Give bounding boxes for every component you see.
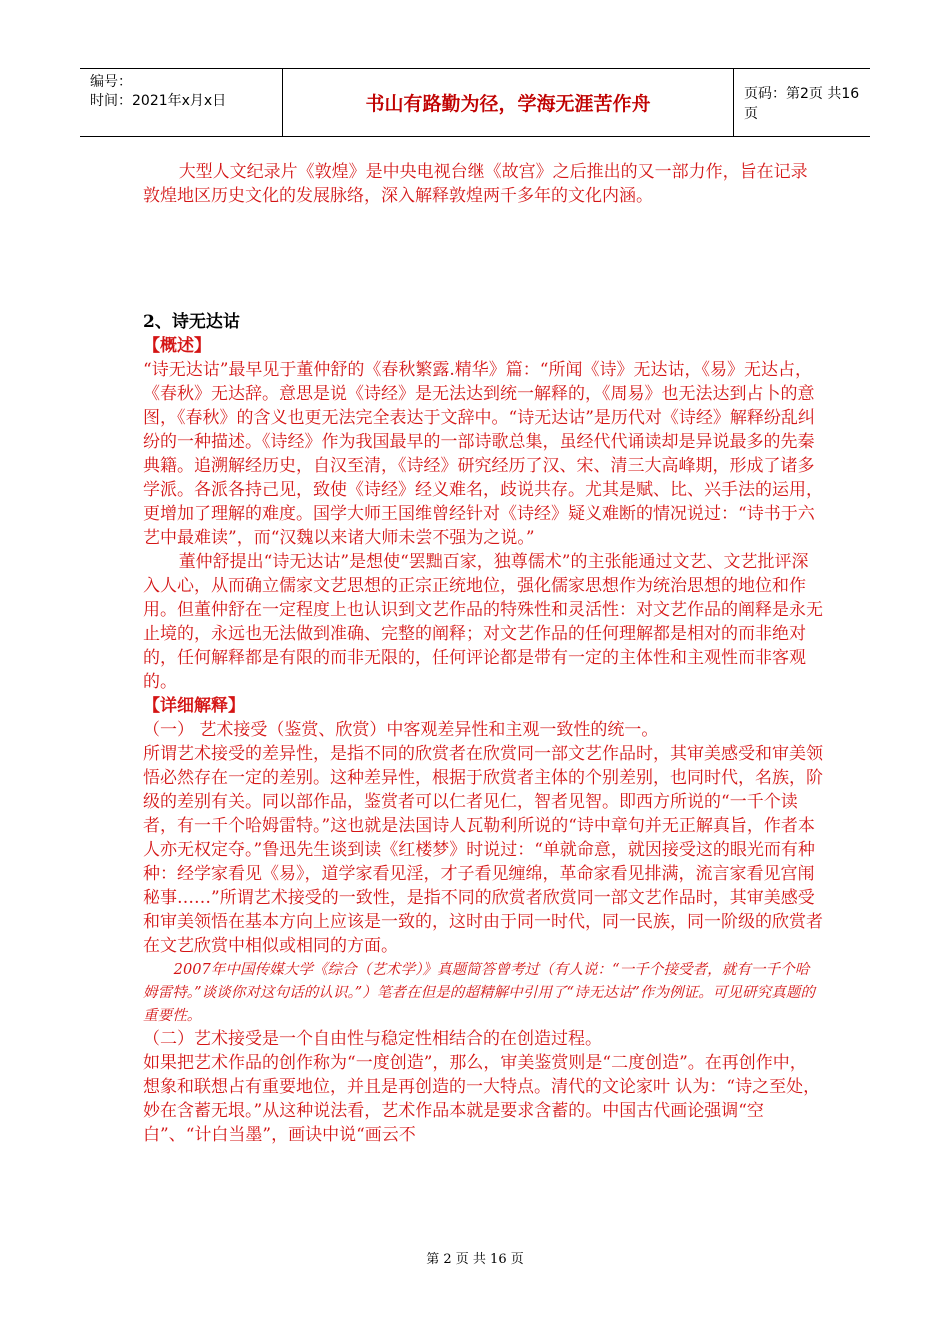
page-footer: 第 2 页 共 16 页	[426, 1252, 524, 1267]
page-header	[80, 68, 870, 137]
detail-label: 【详细解释】	[143, 696, 245, 716]
intro-paragraph-block	[143, 160, 823, 208]
point-1-body: 所谓艺术接受的差异性，是指不同的欣赏者在欣赏同一部文艺作品时，其审美感受和审美领悟必然存在一定的差别。这种差异性，根据于欣赏者主体的个别差别，也同时代，名族，阶级的差别有关。同以部作品，鉴赏者可以仁者见仁，智者见智。即西方所说的“一千个读者，有一千个哈姆雷特。”这也就是法国诗人瓦勒利所说的“诗中章句并无正解真旨，作者本人亦无权定夺。”鲁迅先生谈到读《红楼梦》时说过：“单就命意，就因接受这的眼光而有种种：经学家看见《易》，道学家看见淫，才子看见缠绵，革命家看见排满，流言家看见宫闱秘事……”所谓艺术接受的一致性，是指不同的欣赏者欣赏同一部文艺作品时，其审美感受和审美领悟在基本方向上应该是一致的，这时由于同一时代，同一民族，同一阶级的欣赏者在文艺欣赏中相似或相同的方面。	[143, 744, 823, 956]
point-2-body: 如果把艺术作品的创作称为“一度创造”，那么，审美鉴赏则是“二度创造”。在再创作中，想象和联想占有重要地位，并且是再创造的一大特点。清代的文论家叶 认为：“诗之至处，妙在含蓄无垠。”从这种说法看，艺术作品本就是要求含蓄的。中国古代画论强调“空白”、“计白当墨”，画诀中说“画云不	[143, 1053, 821, 1145]
header-page-info: 页码：第2页 共16页	[744, 85, 860, 122]
overview-label: 【概述】	[143, 336, 211, 356]
header-motto: 书山有路勤为径，学海无涯苦作舟	[282, 69, 734, 136]
point-2-title: （二）艺术接受是一个自由性与稳定性相结合的在创造过程。	[143, 1029, 602, 1049]
section-title: 2、诗无达诂	[143, 312, 240, 332]
section-body	[143, 310, 823, 1147]
header-meta	[80, 69, 282, 136]
overview-paragraph-1: “诗无达诂”最早见于董仲舒的《春秋繁露.精华》篇：“所闻《诗》无达诂，《易》无达占，《春秋》无达辞。意思是说《诗经》是无法达到统一解释的，《周易》也无法达到占卜的意图，《春秋》的含义也更无法完全表达于文辞中。“诗无达诂”是历代对《诗经》解释纷乱纠纷的一种描述。《诗经》作为我国最早的一部诗歌总集，虽经代代诵读却是异说最多的先秦典籍。追溯解经历史，自汉至清，《诗经》研究经历了汉、宋、清三大高峰期，形成了诸多学派。各派各持己见，致使《诗经》经义难名，歧说共存。尤其是赋、比、兴手法的运用，更增加了理解的难度。国学大师王国维曾经针对《诗经》疑义难断的情况说过：“诗书于六艺中最难读”，而“汉魏以来诸大师未尝不强为之说。”	[143, 360, 823, 548]
intro-paragraph: 大型人文纪录片《敦煌》是中央电视台继《故宫》之后推出的又一部力作，旨在记录敦煌地区历史文化的发展脉络，深入解释敦煌两千多年的文化内涵。	[143, 162, 808, 206]
number-label: 编号：	[90, 74, 132, 90]
exam-note: 2007年中国传媒大学《综合（艺术学）》真题简答曾考过（有人说：“一千个接受者，就有一千个哈姆雷特。”谈谈你对这句话的认识。”）笔者在但是的超精解中引用了“诗无达诂”作为例证。可见研究真题的重要性。	[143, 961, 815, 1024]
date-label: 时间：2021年x月x日	[90, 93, 227, 109]
point-1-title: （一） 艺术接受（鉴赏、欣赏）中客观差异性和主观一致性的统一。	[143, 720, 659, 740]
overview-paragraph-2: 董仲舒提出“诗无达诂”是想使“罢黜百家，独尊儒术”的主张能通过文艺、文艺批评深入人心，从而确立儒家文艺思想的正宗正统地位，强化儒家思想作为统治思想的地位和作用。但董仲舒在一定程度上也认识到文艺作品的特殊性和灵活性：对文艺作品的阐释是永无止境的，永远也无法做到准确、完整的阐释；对文艺作品的任何理解都是相对的而非绝对的，任何解释都是有限的而非无限的，任何评论都是带有一定的主体性和主观性而非客观的。	[143, 552, 823, 692]
